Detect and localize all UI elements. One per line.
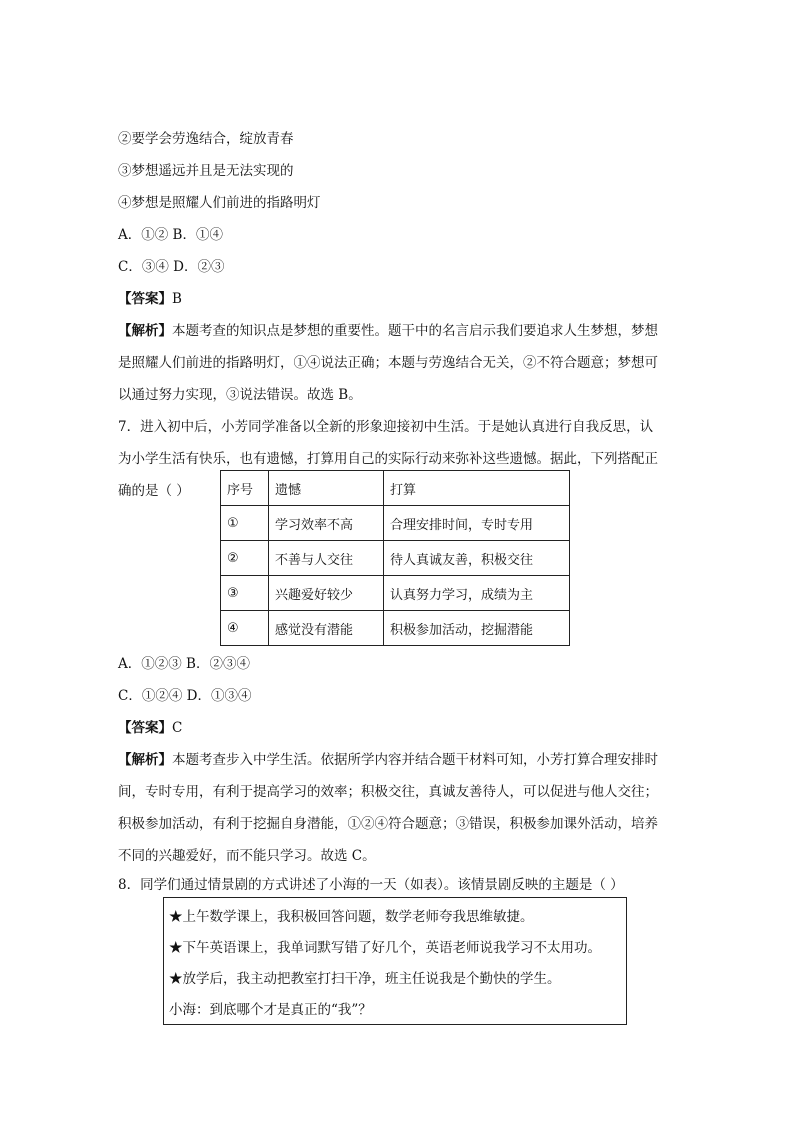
q6-option-4: ④梦想是照耀人们前进的指路明灯 [118, 195, 321, 211]
q6-answer-value: B [172, 291, 182, 307]
table-cell: 学习效率不高 [269, 506, 384, 541]
q7-choices-ab: A．①②③ B．②③④ [118, 656, 250, 672]
table-cell: 兴趣爱好较少 [269, 576, 384, 611]
q8-box-line-2: ★下午英语课上，我单词默写错了好几个，英语老师说我学习不太用功。 [169, 940, 601, 956]
table-row [221, 506, 570, 541]
table-cell: ④ [221, 611, 269, 646]
q7-stem-line-3: 确的是（ ） [118, 483, 190, 499]
table-cell: 积极参加活动，挖掘潜能 [384, 611, 570, 646]
q7-analysis-line-3: 积极参加活动，有利于挖掘自身潜能，①②④符合题意；③错误，积极参加课外活动，培养 [118, 816, 658, 832]
q6-option-2: ②要学会劳逸结合，绽放青春 [118, 131, 294, 147]
q6-analysis-label: 【解析】 [118, 323, 172, 339]
q7-stem-line-1: 7．进入初中后，小芳同学准备以全新的形象迎接初中生活。于是她认真进行自我反思，认 [118, 419, 654, 435]
q8-scenario-box [163, 897, 627, 1025]
q6-option-3: ③梦想遥远并且是无法实现的 [118, 163, 294, 179]
q8-box-line-1: ★上午数学课上，我积极回答问题，数学老师夸我思维敏捷。 [169, 909, 534, 925]
q7-analysis-line-4: 不同的兴趣爱好，而不能只学习。故选 C。 [118, 848, 376, 864]
q6-analysis-line-1 [118, 321, 658, 341]
table-cell: ② [221, 541, 269, 576]
q7-answer [118, 718, 182, 738]
q7-stem-line-2: 为小学生活有快乐，也有遗憾，打算用自己的实际行动来弥补这些遗憾。据此，下列搭配正 [118, 451, 658, 467]
q6-choices-cd: C．③④ D．②③ [118, 259, 225, 275]
table-cell: 不善与人交往 [269, 541, 384, 576]
table-cell: 感觉没有潜能 [269, 611, 384, 646]
q7-table [220, 470, 570, 646]
table-cell: 认真努力学习，成绩为主 [384, 576, 570, 611]
q6-answer-label: 【答案】 [118, 291, 172, 307]
table-cell: 合理安排时间，专时专用 [384, 506, 570, 541]
q7-analysis-text-1: 本题考查步入中学生活。依据所学内容并结合题干材料可知，小芳打算合理安排时 [172, 752, 658, 768]
q7-analysis-line-1 [118, 750, 658, 770]
q6-analysis-line-3: 以通过努力实现，③说法错误。故选 B。 [118, 387, 362, 403]
table-cell: 待人真诚友善，积极交往 [384, 541, 570, 576]
table-row [221, 576, 570, 611]
q7-header-number: 序号 [221, 471, 269, 506]
q6-analysis-line-2: 是照耀人们前进的指路明灯，①④说法正确；本题与劳逸结合无关，②不符合题意；梦想可 [118, 355, 658, 371]
q7-answer-label: 【答案】 [118, 720, 172, 736]
q7-table-header-row [221, 471, 570, 506]
q7-choices-cd: C．①②④ D．①③④ [118, 688, 252, 704]
table-row [221, 611, 570, 646]
q7-analysis-line-2: 间，专时专用，有利于提高学习的效率；积极交往，真诚友善待人，可以促进与他人交往； [118, 784, 658, 800]
q8-box-line-4: 小海：到底哪个才是真正的“我”？ [169, 1002, 372, 1018]
q6-answer [118, 289, 182, 309]
table-cell: ③ [221, 576, 269, 611]
q8-stem: 8．同学们通过情景剧的方式讲述了小海的一天（如表）。该情景剧反映的主题是（ ） [118, 877, 624, 893]
q7-answer-value: C [172, 720, 183, 736]
table-row [221, 541, 570, 576]
q7-header-regret: 遗憾 [269, 471, 384, 506]
q8-box-line-3: ★放学后，我主动把教室打扫干净，班主任说我是个勤快的学生。 [169, 971, 561, 987]
q6-choices-ab: A．①② B．①④ [118, 227, 223, 243]
table-cell: ① [221, 506, 269, 541]
q7-analysis-label: 【解析】 [118, 752, 172, 768]
q7-header-plan: 打算 [384, 471, 570, 506]
q6-analysis-text-1: 本题考查的知识点是梦想的重要性。题干中的名言启示我们要追求人生梦想，梦想 [172, 323, 658, 339]
